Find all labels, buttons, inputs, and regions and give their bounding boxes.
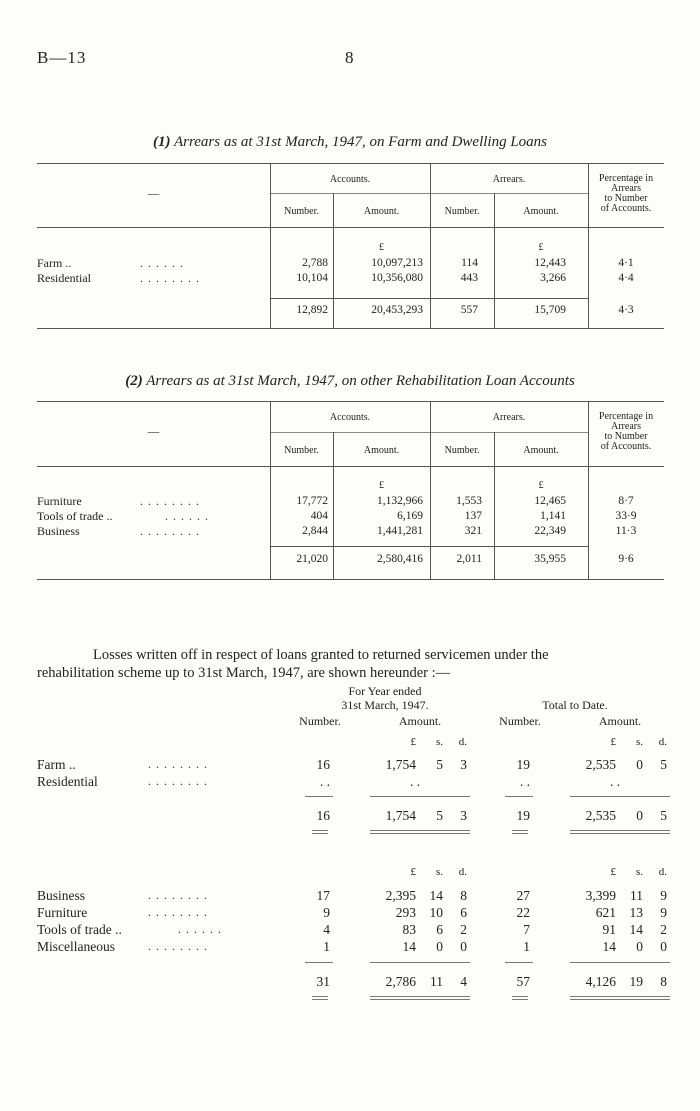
table1-title [0, 134, 700, 151]
row-label: Business [37, 888, 86, 903]
total-acc-number: 21,020 [296, 553, 328, 565]
table1-header-acc-number: Number. [284, 206, 319, 217]
table1-header-arr-number: Number. [444, 206, 480, 217]
cell-arr-number: 114 [461, 257, 478, 269]
losses-col-amount-total: Amount. [598, 714, 642, 728]
row-label: Tools of trade .. [37, 509, 113, 523]
table1-title-number: (1) [152, 134, 171, 150]
cell-acc-amount: 6,169 [397, 510, 423, 522]
cell-arr-number: 1,553 [456, 495, 482, 507]
row-label: Furniture [37, 905, 88, 920]
total-acc-amount: 2,580,416 [377, 553, 423, 565]
cell-percentage: 11·3 [615, 525, 637, 537]
cell-acc-amount: 10,356,080 [371, 272, 423, 284]
row-label: Miscellaneous [37, 939, 115, 954]
table1-header-arrears: Arrears. [492, 174, 526, 185]
losses-intro-line1: Losses written off in respect of loans granted to returned servicemen under the [93, 647, 549, 663]
cell-arr-amount: 12,443 [534, 257, 566, 269]
row-label: Residential [37, 271, 91, 285]
cell-acc-number: 2,788 [302, 257, 328, 269]
total-acc-amount: 20,453,293 [371, 304, 423, 316]
leader-dots: . . . . . . [165, 509, 209, 523]
total-percentage: 4·3 [618, 304, 634, 316]
cell-acc-number: 404 [310, 510, 328, 522]
losses-intro-line2: rehabilitation scheme up to 31st March, 1947, are shown hereunder :— [37, 665, 451, 681]
table2-header-percentage: Percentage in Arrears to Number of Accounts. [598, 411, 654, 452]
table2-header-accounts: Accounts. [329, 412, 371, 423]
table2-currency-accounts: £ [379, 480, 384, 491]
leader-dots: . . . . . . . . [148, 939, 208, 953]
leader-dots: . . . . . . . . [148, 888, 208, 902]
cell-acc-number: 10,104 [296, 272, 328, 284]
table2-stub-header: — [147, 426, 160, 438]
losses-col-number-year: Number. [299, 714, 341, 728]
cell-acc-number: 2,844 [302, 525, 328, 537]
cell-acc-amount: 1,441,281 [377, 525, 423, 537]
table2-title-text: Arrears as at 31st March, 1947, on other Rehabilitation Loan Accounts [146, 373, 575, 389]
table2-header-arr-amount: Amount. [523, 445, 559, 456]
cell-arr-number: 443 [460, 272, 478, 284]
leader-dots: . . . . . . [178, 922, 222, 936]
total-percentage: 9·6 [618, 553, 634, 565]
leader-dots: . . . . . . [140, 256, 184, 270]
row-label: Residential [37, 774, 98, 789]
page-reference: B—13 [37, 48, 87, 67]
table1-header-arr-amount: Amount. [523, 206, 559, 217]
cell-percentage: 4·4 [618, 272, 634, 284]
losses-head-total: Total to Date. [542, 698, 608, 712]
table2-currency-arrears: £ [538, 480, 544, 491]
cell-arr-amount: 3,266 [540, 272, 566, 284]
table1-currency-arrears: £ [538, 242, 544, 253]
table2-title [0, 373, 700, 390]
leader-dots: . . . . . . . . [148, 774, 208, 788]
table1-header-percentage: Percentage in Arrears to Number of Accounts. [598, 173, 654, 214]
table2-header-acc-number: Number. [284, 445, 319, 456]
row-label: Furniture [37, 494, 82, 508]
cell-arr-amount: 1,141 [540, 510, 566, 522]
total-arr-amount: 15,709 [534, 304, 566, 316]
table1-header-accounts: Accounts. [329, 174, 371, 185]
table1-header-acc-amount: Amount. [363, 206, 400, 217]
total-arr-number: 2,011 [456, 553, 482, 565]
total-arr-number: 557 [460, 304, 478, 316]
losses-head-year-2: 31st March, 1947. [341, 698, 429, 712]
table1-stub-header: — [147, 188, 160, 200]
losses-col-number-total: Number. [499, 714, 541, 728]
table1-title-text: Arrears as at 31st March, 1947, on Farm and Dwelling Loans [173, 134, 548, 150]
table1-currency-accounts: £ [379, 242, 384, 253]
cell-acc-amount: 10,097,213 [371, 257, 423, 269]
losses-col-amount-year: Amount. [398, 714, 442, 728]
cell-arr-amount: 22,349 [534, 525, 566, 537]
leader-dots: . . . . . . . . [140, 524, 200, 538]
table2-header-arr-number: Number. [444, 445, 480, 456]
cell-percentage: 33·9 [615, 510, 637, 522]
total-arr-amount: 35,955 [534, 553, 566, 565]
cell-percentage: 4·1 [618, 257, 634, 269]
cell-acc-number: 17,772 [296, 495, 328, 507]
leader-dots: . . . . . . . . [148, 905, 208, 919]
cell-arr-amount: 12,465 [534, 495, 566, 507]
row-label: Tools of trade .. [37, 922, 122, 937]
cell-arr-number: 137 [464, 510, 482, 522]
row-label: Farm .. [37, 757, 76, 772]
cell-acc-amount: 1,132,966 [377, 495, 423, 507]
leader-dots: . . . . . . . . [140, 271, 200, 285]
table2-header-acc-amount: Amount. [363, 445, 400, 456]
losses-head-year-1: For Year ended [348, 684, 422, 698]
page-number: 8 [345, 48, 355, 67]
leader-dots: . . . . . . . . [140, 494, 200, 508]
leader-dots: . . . . . . . . [148, 757, 208, 771]
table2-header-arrears: Arrears. [492, 412, 526, 423]
total-acc-number: 12,892 [296, 304, 328, 316]
row-label: Business [37, 524, 80, 538]
row-label: Farm .. [37, 256, 72, 270]
cell-arr-number: 321 [464, 525, 482, 537]
table2-title-number: (2) [125, 373, 143, 389]
cell-percentage: 8·7 [618, 495, 634, 507]
